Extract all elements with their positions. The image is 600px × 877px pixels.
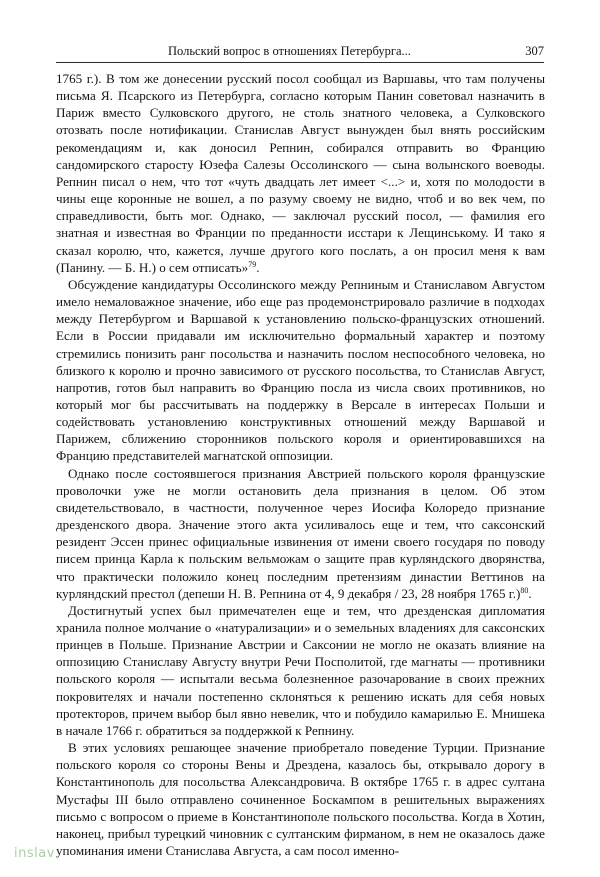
footnote-ref[interactable]: 79: [248, 259, 257, 269]
paragraph: Однако после состоявшегося признания Австрией польского короля французские проволочки уже не могли остановить дела признания в целом. Об этом свидетельствовало, в частности, полученное через Иосифа Колоредо признание дрезденского двора. Значение этого акта усиливалось еще и тем, что саксонский резидент Эссен принес официальные извинения от имени своего государя по поводу писем принца Карла к польским вельможам о защите прав курляндского дворянства, что практически положило конец последним претензиям династии Веттинов на курляндский престол (депеши Н. В. Репнина от 4, 9 декабря / 23, 28 ноября 1765 г.)$^{80}$.: [56, 465, 545, 601]
paragraph: Достигнутый успех был примечателен еще и тем, что дрезденская дипломатия хранила полное молчание о «натурализации» и о земельных владениях для саксонских принцев в Польше. Признание Австрии и Саксонии не могло не оказать влияние на оппозицию Станиславу Августу внутри Речи Посполитой, где магнаты — противники польского короля — испытали весьма болезненное разочарование в своих прежних покровителях и начали постепенно склоняться к решению искать для себя новых протекторов, причем выбор был явно невелик, что и побудило камарилью Е. Мнишека в начале 1766 г. обратиться за поддержкой к Репнину.: [56, 602, 545, 738]
footnote-ref[interactable]: 80: [520, 585, 529, 595]
watermark: inslav: [14, 846, 55, 861]
running-header: [56, 44, 544, 63]
page-body: [56, 70, 545, 859]
paragraph: Обсуждение кандидатуры Оссолинского между Репниным и Станиславом Августом имело немаловажное значение, ибо еще раз продемонстрировало различие в подходах между Петербургом и Варшавой к установлению польско-французских отношений. Если в России придавали им исключительно формальный характер и поэтому стремились понизить ранг посольства и назначить послом неспособного человека, но близкого к королю и прочно зависимого от русского посольства, то Станислав Август, напротив, готов был направить во Францию посла из числа своих противников, но который мог бы рассчитывать на поддержку в Версале в интересах Польши и содействовать установлению конструктивных отношений между Варшавой и Парижем, сближению сторонников польского короля и ориентировавшихся на Францию представителей магнатской оппозиции.: [56, 276, 545, 464]
paragraph: В этих условиях решающее значение приобретало поведение Турции. Признание польского короля со стороны Вены и Дрездена, казалось бы, открывало дорогу в Константинополь для посольства Александровича. В октябре 1765 г. в адрес султана Мустафы III было отправлено сочиненное Боскампом в решительных выражениях письмо с вопросом о приеме в Константинополе польского посольства. Когда в Хотин, наконец, прибыл турецкий чиновник с султанским фирманом, в нем не оказалось даже упоминания имени Станислава Августа, а сам посол именно-: [56, 740, 545, 859]
paragraph: 1765 г.). В том же донесении русский посол сообщал из Варшавы, что там получены письма Я. Псарского из Петербурга, согласно которым Панин советовал назначить в Париж вместо Сулковского другого, не столь знатного человека, а Сулковского отозвать после нотификации. Станислав Август вынужден был внять российским рекомендациям и, как доносил Репнин, собирался отправить во Францию сандомирского старосту Юзефа Салезы Оссолинского — сына волынского воеводы. Репнин писал о нем, что тот «чуть двадцать лет имеет <...> и, хотя по молодости в чины еще коронные не вошел, а по разуму своему не видно, чтоб и во век чем, по справедливости, быть мог. Однако, — заключал русский посол, — фамилия его знатная и известная во Франции по преданности исстари к Лещинському. И тако я сказал королю, что, кажется, лучше другого кого послать, а он просил меня к вам (Панину. — Б. Н.) о сем отписать»$^{79}$.: [56, 71, 545, 275]
running-title: Польский вопрос в отношениях Петербурга...: [168, 44, 411, 58]
page-number: 307: [525, 44, 544, 58]
